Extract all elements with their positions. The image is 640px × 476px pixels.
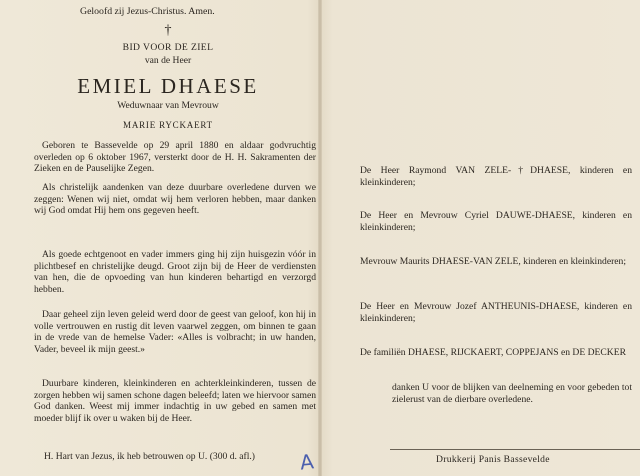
birth-death-text: Geboren te Bassevelde op 29 april 1880 en aldaar godvruchtig overleden op 6 oktober 1967, versterkt door de H. H. Sakramenten der Zieken en de Pauselijke Zegen. [34,140,316,175]
family-line-1: De Heer Raymond VAN ZELE-†DHAESE, kinderen en kleinkinderen; [360,165,632,188]
family-line-5: De familiën DHAESE, RIJCKAERT, COPPEJANS en DE DECKER [360,347,626,358]
heading: Geloofd zij Jezus-Christus. Amen. [80,6,215,17]
paragraph-4: Duurbare kinderen, kleinkinderen en achterkleinkinderen, tussen de zorgen hebben wij samen schone dagen beleefd; laten we hiervoor samen God danken. Weest mij immer indachtig in uw gebed en samen met moeder blijf ik over u waken bij de Heer. [34,378,316,424]
indulgence-prayer: H. Hart van Jezus, ik heb betrouwen op U. (300 d. afl.) [44,451,256,462]
printer-credit: Drukkerij Panis Bassevelde [436,454,550,465]
family-line-4: De Heer en Mevrouw Jozef ANTHEUNIS-DHAESE, kinderen en kleinkinderen; [360,301,632,324]
card-fold [318,0,322,476]
footer-rule [390,449,640,450]
handwritten-mark: A [298,449,315,475]
spouse-name: MARIE RYCKAERT [123,120,213,130]
paragraph-3: Daar geheel zijn leven geleid werd door de geest van geloof, kon hij in volle vertrouwen en rustig dit leven vaarwel zeggen, om binnen te gaan in de vrede van de hemelse Vader: «Alles is volbracht; in uw handen, Vader, beveel ik mijn geest.» [34,309,316,355]
prayer-title: BID VOOR DE ZIEL [122,42,214,53]
right-page [360,0,640,476]
cross-icon: † [164,23,172,38]
deceased-name: EMIEL DHAESE [77,74,259,98]
paragraph-2: Als goede echtgenoot en vader immers ging hij zijn huisgezin vóór in plichtbesef en christelijke deugd. Groot zijn bij de Heer de verdiensten van hen, die de opvoeding van hun kinderen behartigd en verzorgd hebben. [34,249,316,295]
family-line-2: De Heer en Mevrouw Cyriel DAUWE-DHAESE, kinderen en kleinkinderen; [360,210,632,233]
paragraph-1: Als christelijk aandenken van deze duurbare overledene durven we zeggen: Wenen wij niet, omdat wij hem verloren hebben, maar danken wij God omdat Hij hem ons gegeven heeft. [34,182,316,217]
thanks-text: danken U voor de blijken van deelneming en voor gebeden tot zielerust van de dierbare overledene. [392,382,632,405]
family-line-3: Mevrouw Maurits DHAESE-VAN ZELE, kinderen en kleinkinderen; [360,256,626,267]
widower-of: Weduwnaar van Mevrouw [117,100,219,111]
van-de-heer: van de Heer [144,55,192,66]
left-page [20,0,316,476]
